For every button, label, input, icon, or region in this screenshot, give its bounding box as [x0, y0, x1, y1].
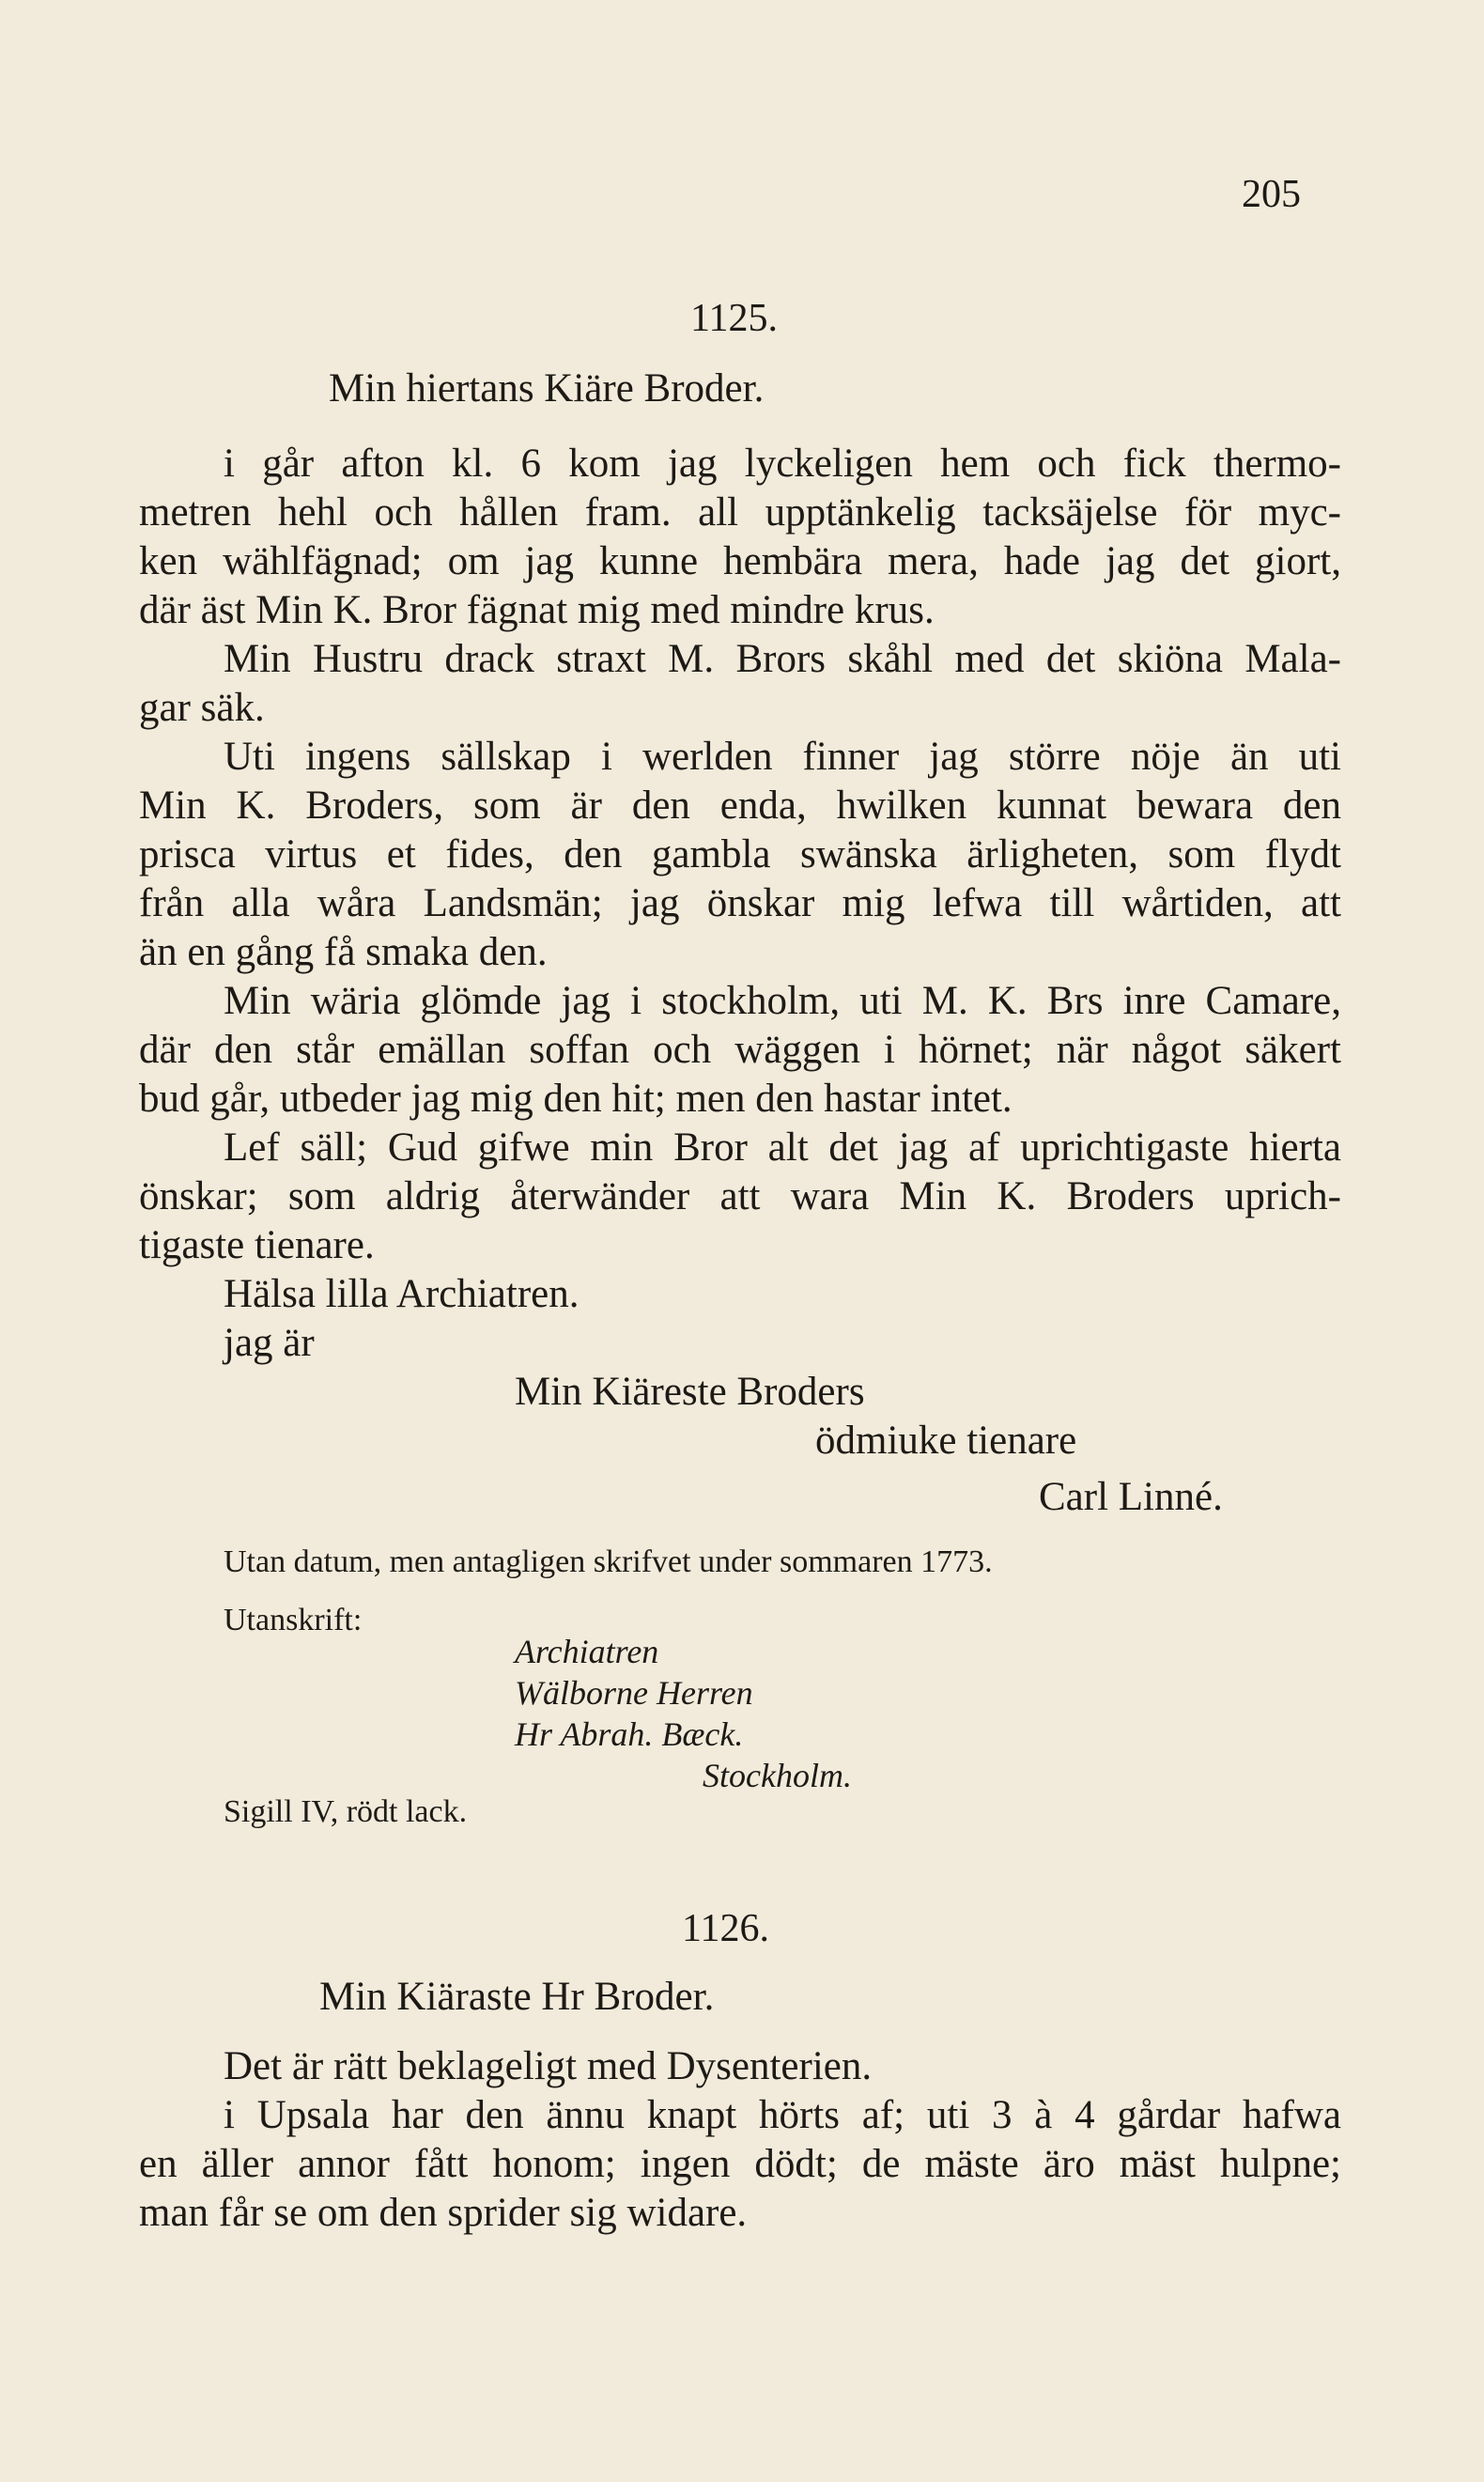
body-line: Det är rätt beklageligt med Dysenterien.	[224, 2044, 873, 2088]
address-line: Archiatren	[515, 1633, 659, 1670]
body-line: Min K. Broders, som är den enda, hwilken kunnat bewara den	[139, 783, 1341, 828]
body-line: där den står emällan soffan och wäggen i hörnet; när något säkert	[139, 1028, 1341, 1072]
page-number: 205	[1242, 173, 1301, 216]
body-line: bud går, utbeder jag mig den hit; men den hastar intet.	[139, 1077, 1013, 1121]
body-line: tigaste tienare.	[139, 1223, 375, 1267]
body-line: en äller annor fått honom; ingen dödt; de mäste äro mäst hulpne;	[139, 2142, 1341, 2186]
body-line: man får se om den sprider sig widare.	[139, 2191, 748, 2235]
letter-number: 1125.	[690, 297, 778, 340]
body-line: Lef säll; Gud gifwe min Bror alt det jag af uprichtigaste hierta	[224, 1125, 1341, 1170]
body-line: där äst Min K. Bror fägnat mig med mindre krus.	[139, 588, 935, 632]
body-line: metren hehl och hållen fram. all upptänkelig tacksäjelse för myc-	[139, 490, 1341, 535]
body-line: önskar; som aldrig återwänder att wara Min K. Broders uprich-	[139, 1174, 1341, 1218]
body-line: gar säk.	[139, 686, 265, 730]
body-line: Uti ingens sällskap i werlden finner jag större nöje än uti	[224, 735, 1341, 779]
body-line: prisca virtus et fides, den gambla swänska ärligheten, som flydt	[139, 832, 1341, 876]
body-line: i går afton kl. 6 kom jag lyckeligen hem och fick thermo-	[224, 442, 1341, 486]
body-line: ken wählfägnad; om jag kunne hembära mera, hade jag det giort,	[139, 539, 1341, 583]
signature: Carl Linné.	[1039, 1475, 1223, 1519]
address-line: Stockholm.	[703, 1757, 852, 1794]
body-line: i Upsala har den ännu knapt hörts af; uti 3 à 4 gårdar hafwa	[224, 2093, 1341, 2137]
body-line: Hälsa lilla Archiatren.	[224, 1272, 580, 1316]
closing-line: ödmiuke tienare	[815, 1419, 1077, 1463]
address-label: Utanskrift:	[224, 1603, 363, 1637]
address-line: Hr Abrah. Bæck.	[515, 1715, 744, 1753]
closing-line: Min Kiäreste Broders	[515, 1370, 865, 1414]
letter-number: 1126.	[682, 1907, 769, 1950]
seal-note: Sigill IV, rödt lack.	[224, 1794, 468, 1829]
address-line: Wälborne Herren	[515, 1674, 753, 1712]
editorial-note: Utan datum, men antagligen skrifvet under sommaren 1773.	[224, 1544, 993, 1579]
letter-salutation: Min Kiäraste Hr Broder.	[319, 1975, 715, 2019]
body-line: än en gång få smaka den.	[139, 930, 548, 974]
body-line: från alla wåra Landsmän; jag önskar mig lefwa till wårtiden, att	[139, 881, 1341, 925]
body-line: Min Hustru drack straxt M. Brors skåhl med det skiöna Mala-	[224, 637, 1341, 681]
letter-salutation: Min hiertans Kiäre Broder.	[329, 366, 765, 411]
body-line: jag är	[224, 1321, 315, 1365]
body-line: Min wäria glömde jag i stockholm, uti M. K. Brs inre Camare,	[224, 979, 1341, 1023]
